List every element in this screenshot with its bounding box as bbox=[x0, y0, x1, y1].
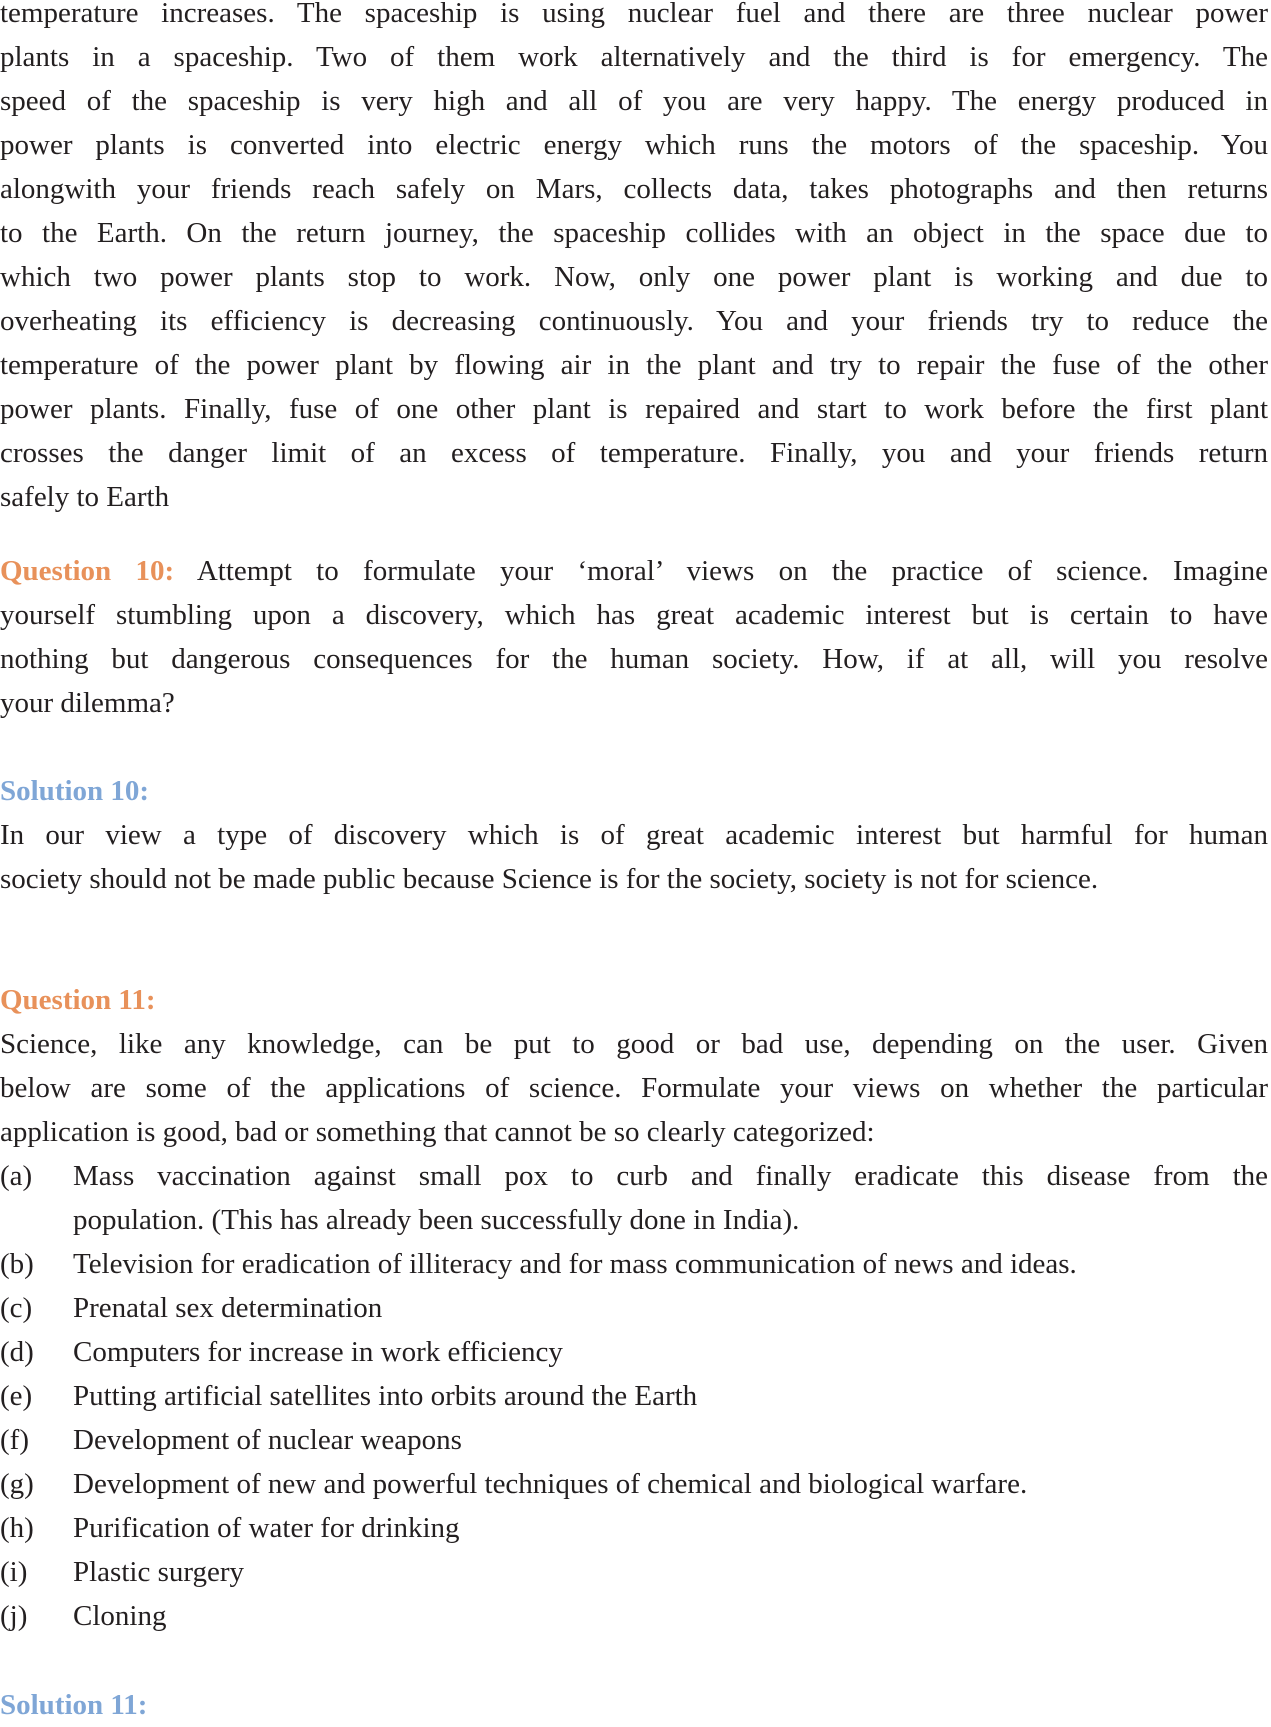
text-line: nothing but dangerous consequences for the human society. How, if at all, will you resolve bbox=[0, 643, 1268, 675]
list-item bbox=[0, 1462, 1268, 1506]
text-line: safely to Earth bbox=[0, 481, 170, 513]
text-line: temperature increases. The spaceship is using nuclear fuel and there are three nuclear power bbox=[0, 0, 1268, 29]
question-11-heading: Question 11: bbox=[0, 984, 156, 1016]
text-line: to the Earth. On the return journey, the spaceship collides with an object in the space due to bbox=[0, 217, 1268, 249]
solution-10-heading: Solution 10: bbox=[0, 775, 150, 807]
list-item bbox=[0, 1242, 1268, 1286]
question-10-first-line bbox=[0, 549, 1268, 593]
list-item bbox=[0, 1594, 1268, 1638]
list-item-text: Development of new and powerful techniques of chemical and biological warfare. bbox=[73, 1468, 1028, 1500]
list-item-label: (h) bbox=[0, 1512, 34, 1544]
list-item-text: Computers for increase in work efficiency bbox=[73, 1336, 563, 1368]
list-item-label: (b) bbox=[0, 1248, 34, 1280]
text-line: power plants. Finally, fuse of one other plant is repaired and start to work before the first plant bbox=[0, 393, 1268, 425]
list-item-text: Mass vaccination against small pox to curb and finally eradicate this disease from the bbox=[73, 1160, 1268, 1192]
solution-10 bbox=[0, 769, 1268, 901]
text-line: overheating its efficiency is decreasing continuously. You and your friends try to reduce the bbox=[0, 305, 1268, 337]
question-10-heading: Question 10: bbox=[0, 555, 175, 587]
text-line: yourself stumbling upon a discovery, which has great academic interest but is certain to have bbox=[0, 599, 1268, 631]
solution-11 bbox=[0, 1683, 1268, 1727]
list-item-label: (g) bbox=[0, 1468, 34, 1500]
text-line: power plants is converted into electric energy which runs the motors of the spaceship. You bbox=[0, 129, 1268, 161]
text-line: application is good, bad or something that cannot be so clearly categorized: bbox=[0, 1116, 875, 1148]
list-item bbox=[0, 1374, 1268, 1418]
application-list bbox=[0, 1154, 1268, 1638]
list-item-label: (d) bbox=[0, 1336, 34, 1368]
question-10-text: Attempt to formulate your ‘moral’ views on the practice of science. Imagine bbox=[174, 555, 1268, 587]
list-item bbox=[0, 1506, 1268, 1550]
text-line: your dilemma? bbox=[0, 687, 175, 719]
list-item-text: Development of nuclear weapons bbox=[73, 1424, 462, 1456]
list-item-text: Cloning bbox=[73, 1600, 167, 1632]
list-item bbox=[0, 1550, 1268, 1594]
list-item-text: Putting artificial satellites into orbits around the Earth bbox=[73, 1380, 698, 1412]
question-10 bbox=[0, 549, 1268, 725]
list-item-text: population. (This has already been successfully done in India). bbox=[73, 1204, 800, 1236]
text-line: crosses the danger limit of an excess of temperature. Finally, you and your friends return bbox=[0, 437, 1268, 469]
question-11 bbox=[0, 978, 1268, 1638]
text-line: speed of the spaceship is very high and all of you are very happy. The energy produced in bbox=[0, 85, 1268, 117]
list-item-text: Plastic surgery bbox=[73, 1556, 245, 1588]
list-item-label bbox=[0, 1198, 73, 1242]
list-item-label: (e) bbox=[0, 1380, 33, 1412]
list-item bbox=[0, 1286, 1268, 1330]
list-item-label: (c) bbox=[0, 1292, 33, 1324]
list-item-label: (j) bbox=[0, 1600, 28, 1632]
text-line: society should not be made public because Science is for the society, society is not for science. bbox=[0, 863, 1099, 895]
solution-11-heading: Solution 11: bbox=[0, 1689, 148, 1721]
list-item-label: (f) bbox=[0, 1424, 29, 1456]
list-item-text: Prenatal sex determination bbox=[73, 1292, 383, 1324]
list-item bbox=[0, 1154, 1268, 1198]
list-item-text: Television for eradication of illiteracy and for mass communication of news and ideas. bbox=[73, 1248, 1077, 1280]
text-line: below are some of the applications of science. Formulate your views on whether the particular bbox=[0, 1072, 1268, 1104]
text-line: In our view a type of discovery which is of great academic interest but harmful for human bbox=[0, 819, 1268, 851]
list-item-text: Purification of water for drinking bbox=[73, 1512, 460, 1544]
list-item bbox=[0, 1198, 1268, 1242]
list-item bbox=[0, 1330, 1268, 1374]
text-line: which two power plants stop to work. Now, only one power plant is working and due to bbox=[0, 261, 1268, 293]
intro-paragraph bbox=[0, 0, 1268, 519]
text-line: temperature of the power plant by flowing air in the plant and try to repair the fuse of the other bbox=[0, 349, 1268, 381]
text-line: plants in a spaceship. Two of them work alternatively and the third is for emergency. The bbox=[0, 41, 1268, 73]
text-line: alongwith your friends reach safely on Mars, collects data, takes photographs and then returns bbox=[0, 173, 1268, 205]
list-item bbox=[0, 1418, 1268, 1462]
text-line: Science, like any knowledge, can be put to good or bad use, depending on the user. Given bbox=[0, 1028, 1268, 1060]
list-item-label: (a) bbox=[0, 1160, 33, 1192]
list-item-label: (i) bbox=[0, 1556, 28, 1588]
